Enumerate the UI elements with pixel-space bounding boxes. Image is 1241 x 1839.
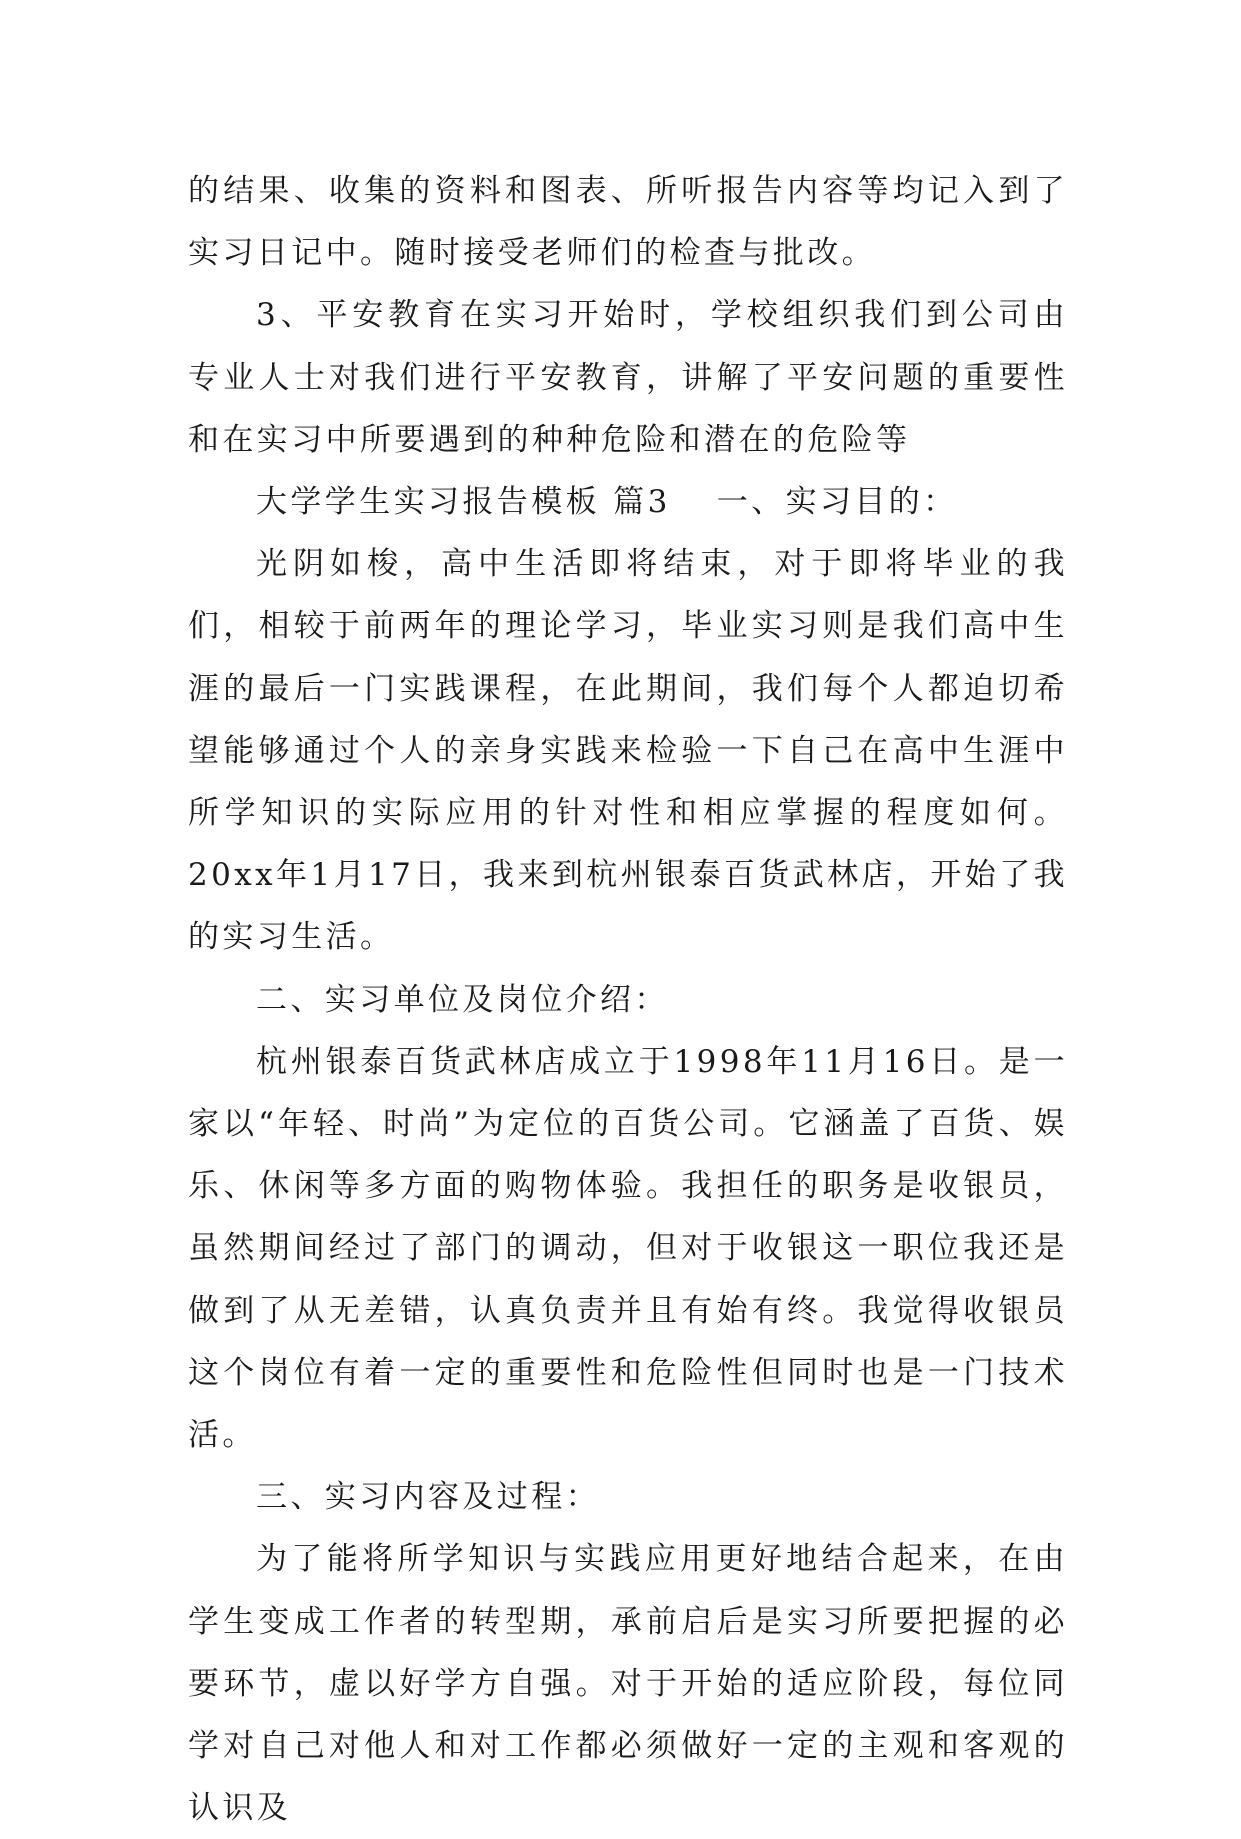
paragraph-safety-education: 3、平安教育在实习开始时，学校组织我们到公司由专业人士对我们进行平安教育，讲解了平安问题的重要性和在实习中所要遇到的种种危险和潜在的危险等 — [188, 297, 1068, 458]
paragraph-content: 为了能将所学知识与实践应用更好地结合起来，在由学生变成工作者的转型期，承前启后是实习所要把握的必要环节，虚以好学方自强。对于开始的适应阶段，每位同学对自己对他人和对工作都必须做好一定的主观和客观的认识及 — [188, 1541, 1068, 1827]
report-section-title: 大学学生实习报告模板 篇3 — [256, 484, 671, 521]
heading-internship-purpose: 一、实习目的： — [716, 484, 958, 521]
paragraph-continuation: 的结果、收集的资料和图表、所听报告内容等均记入到了实习日记中。随时接受老师们的检查与批改。 — [188, 173, 1068, 272]
paragraph-unit-intro: 杭州银泰百货武林店成立于1998年11月16日。是一家以“年轻、时尚”为定位的百货公司。它涵盖了百货、娱乐、休闲等多方面的购物体验。我担任的职务是收银员，虽然期间经过了部门的调动，但对于收银这一职位我还是做到了从无差错，认真负责并且有始有终。我觉得收银员这个岗位有着一定的重要性和危险性但同时也是一门技术活。 — [188, 1043, 1068, 1454]
heading-unit-and-position: 二、实习单位及岗位介绍： — [256, 981, 669, 1018]
document-body — [188, 160, 1068, 1839]
heading-content-and-process: 三、实习内容及过程： — [256, 1479, 600, 1516]
paragraph-purpose: 光阴如梭，高中生活即将结束，对于即将毕业的我们，相较于前两年的理论学习，毕业实习则是我们高中生涯的最后一门实践课程，在此期间，我们每个人都迫切希望能够通过个人的亲身实践来检验一下自己在高中生涯中所学知识的实际应用的针对性和相应掌握的程度如何。20xx年1月17日，我来到杭州银泰百货武林店，开始了我的实习生活。 — [188, 546, 1068, 956]
section-header-line — [188, 471, 1068, 533]
